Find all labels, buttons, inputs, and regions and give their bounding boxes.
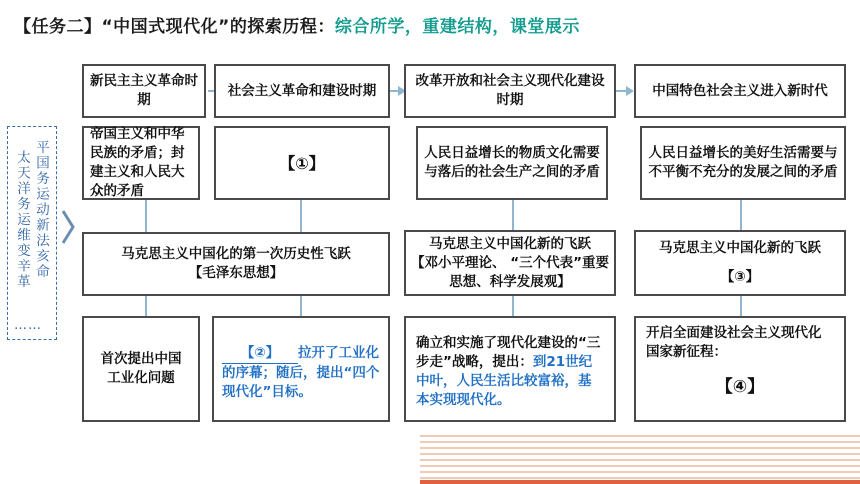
- achievement-4-blank: 【④】: [715, 377, 765, 397]
- chevron-right-icon: [60, 208, 76, 246]
- leap-3-line1: 马克思主义中国化新的飞跃: [659, 240, 821, 256]
- period-reform-opening: 改革开放和社会主义现代化建设时期: [404, 64, 616, 118]
- title-subtitle: 综合所学，重建结构，课堂展示: [334, 17, 580, 37]
- period-new-era: 中国特色社会主义进入新时代: [634, 64, 846, 118]
- leap-1-line2: 【毛泽东思想】: [188, 265, 284, 281]
- achievement-1: 首次提出中国工业化问题: [82, 316, 200, 422]
- contradiction-3: 人民日益增长的物质文化需要与落后的社会生产之间的矛盾: [416, 126, 608, 200]
- sidebar-column-2: 太天洋务运维变辛革: [14, 150, 30, 290]
- contradiction-blank-1: 【①】: [214, 126, 390, 200]
- leap-2-line2: 【邓小平理论、 “三个代表”重要思想、科学发展观】: [411, 254, 609, 290]
- title-task: 【任务二】: [14, 17, 102, 37]
- achievement-3-goal: 到21世纪中叶，人民生活比较富裕，基本实现现代化。: [416, 354, 593, 408]
- achievement-2-text: 拉开了工业化的序幕；随后，提出“四个现代化”目标。: [222, 345, 380, 400]
- achievement-3: [404, 316, 616, 422]
- achievement-3-text: 确立和实施了现代化建设的“三步走”战略，提出：: [416, 335, 601, 370]
- period-new-democratic: 新民主主义革命时期: [82, 64, 206, 118]
- leap-2-line1: 马克思主义中国化新的飞跃: [429, 235, 591, 252]
- leap-2: [404, 230, 616, 296]
- decorative-stripes: [420, 430, 860, 484]
- leap-3-line2: 【③】: [720, 269, 760, 285]
- leap-1-line1: 马克思主义中国化的第一次历史性飞跃: [121, 246, 351, 262]
- title-quote: “中国式现代化”的探索历程：: [101, 17, 335, 37]
- page-title: [14, 12, 580, 37]
- achievement-2: [212, 316, 390, 422]
- contradiction-4: 人民日益增长的美好生活需要与不平衡不充分的发展之间的矛盾: [640, 126, 846, 200]
- achievement-2-blank: 【②】: [222, 344, 298, 364]
- period-socialist-construction: 社会主义革命和建设时期: [214, 64, 390, 118]
- achievement-4: [634, 316, 846, 422]
- achievement-4-text: 开启全面建设社会主义现代化国家新征程：: [646, 325, 822, 360]
- sidebar-column-1: 平国务运动新法亥命: [33, 140, 49, 280]
- leap-3: [634, 230, 846, 296]
- sidebar-ellipsis: ……: [14, 318, 42, 333]
- leap-1: [82, 232, 390, 296]
- contradiction-1: 帝国主义和中华民族的矛盾；封建主义和人民大众的矛盾: [82, 126, 200, 200]
